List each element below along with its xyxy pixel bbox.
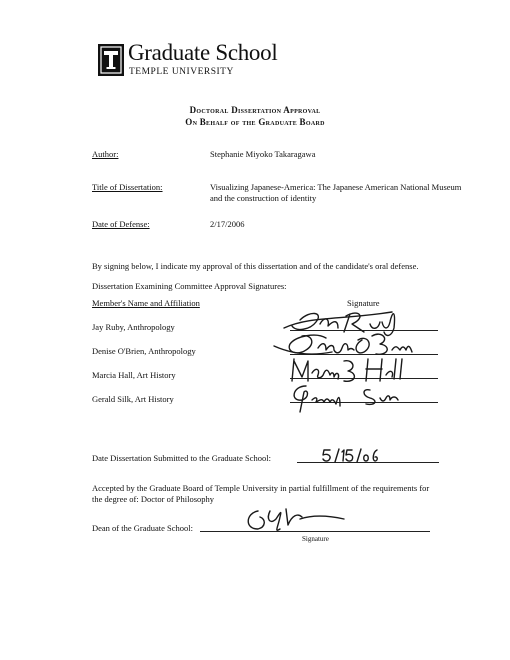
temple-t-icon [98,44,124,76]
dean-signature-caption: Signature [302,535,329,543]
defense-value: 2/17/2006 [210,219,245,229]
author-label: Author: [92,149,119,159]
acceptance-line2: the degree of: Doctor of Philosophy [92,494,215,504]
handwritten-submission-date [322,448,382,469]
doc-title-line2: On Behalf of the Graduate Board [185,117,325,127]
temple-t-logo [98,44,124,76]
defense-label: Date of Defense: [92,219,150,229]
title-value-line1: Visualizing Japanese-America: The Japanese American National Museum [210,182,462,192]
committee-member: Marcia Hall, Art History [92,370,176,380]
title-label: Title of Dissertation: [92,182,163,192]
signature-gerald-silk [286,380,416,419]
doc-title-line1: Doctoral Dissertation Approval [189,105,321,115]
university-name: TEMPLE UNIVERSITY [129,67,234,77]
committee-member: Gerald Silk, Art History [92,394,174,404]
dean-signature [240,505,360,540]
graduate-school-wordmark: Graduate School [128,40,278,65]
title-value-line2: and the construction of identity [210,193,317,203]
member-column-header: Member's Name and Affiliation [92,298,200,308]
committee-heading: Dissertation Examining Committee Approval Signatures: [92,281,287,291]
committee-member: Denise O'Brien, Anthropology [92,346,196,356]
approval-statement: By signing below, I indicate my approval of this dissertation and of the candidate's oral defense. [92,261,419,271]
dean-label: Dean of the Graduate School: [92,523,194,533]
submission-label: Date Dissertation Submitted to the Graduate School: [92,453,271,463]
author-value: Stephanie Miyoko Takaragawa [210,149,316,159]
signature-column-header: Signature [347,298,380,308]
acceptance-line1: Accepted by the Graduate Board of Temple University in partial fulfillment of the requirements for [92,483,430,493]
committee-member: Jay Ruby, Anthropology [92,322,175,332]
